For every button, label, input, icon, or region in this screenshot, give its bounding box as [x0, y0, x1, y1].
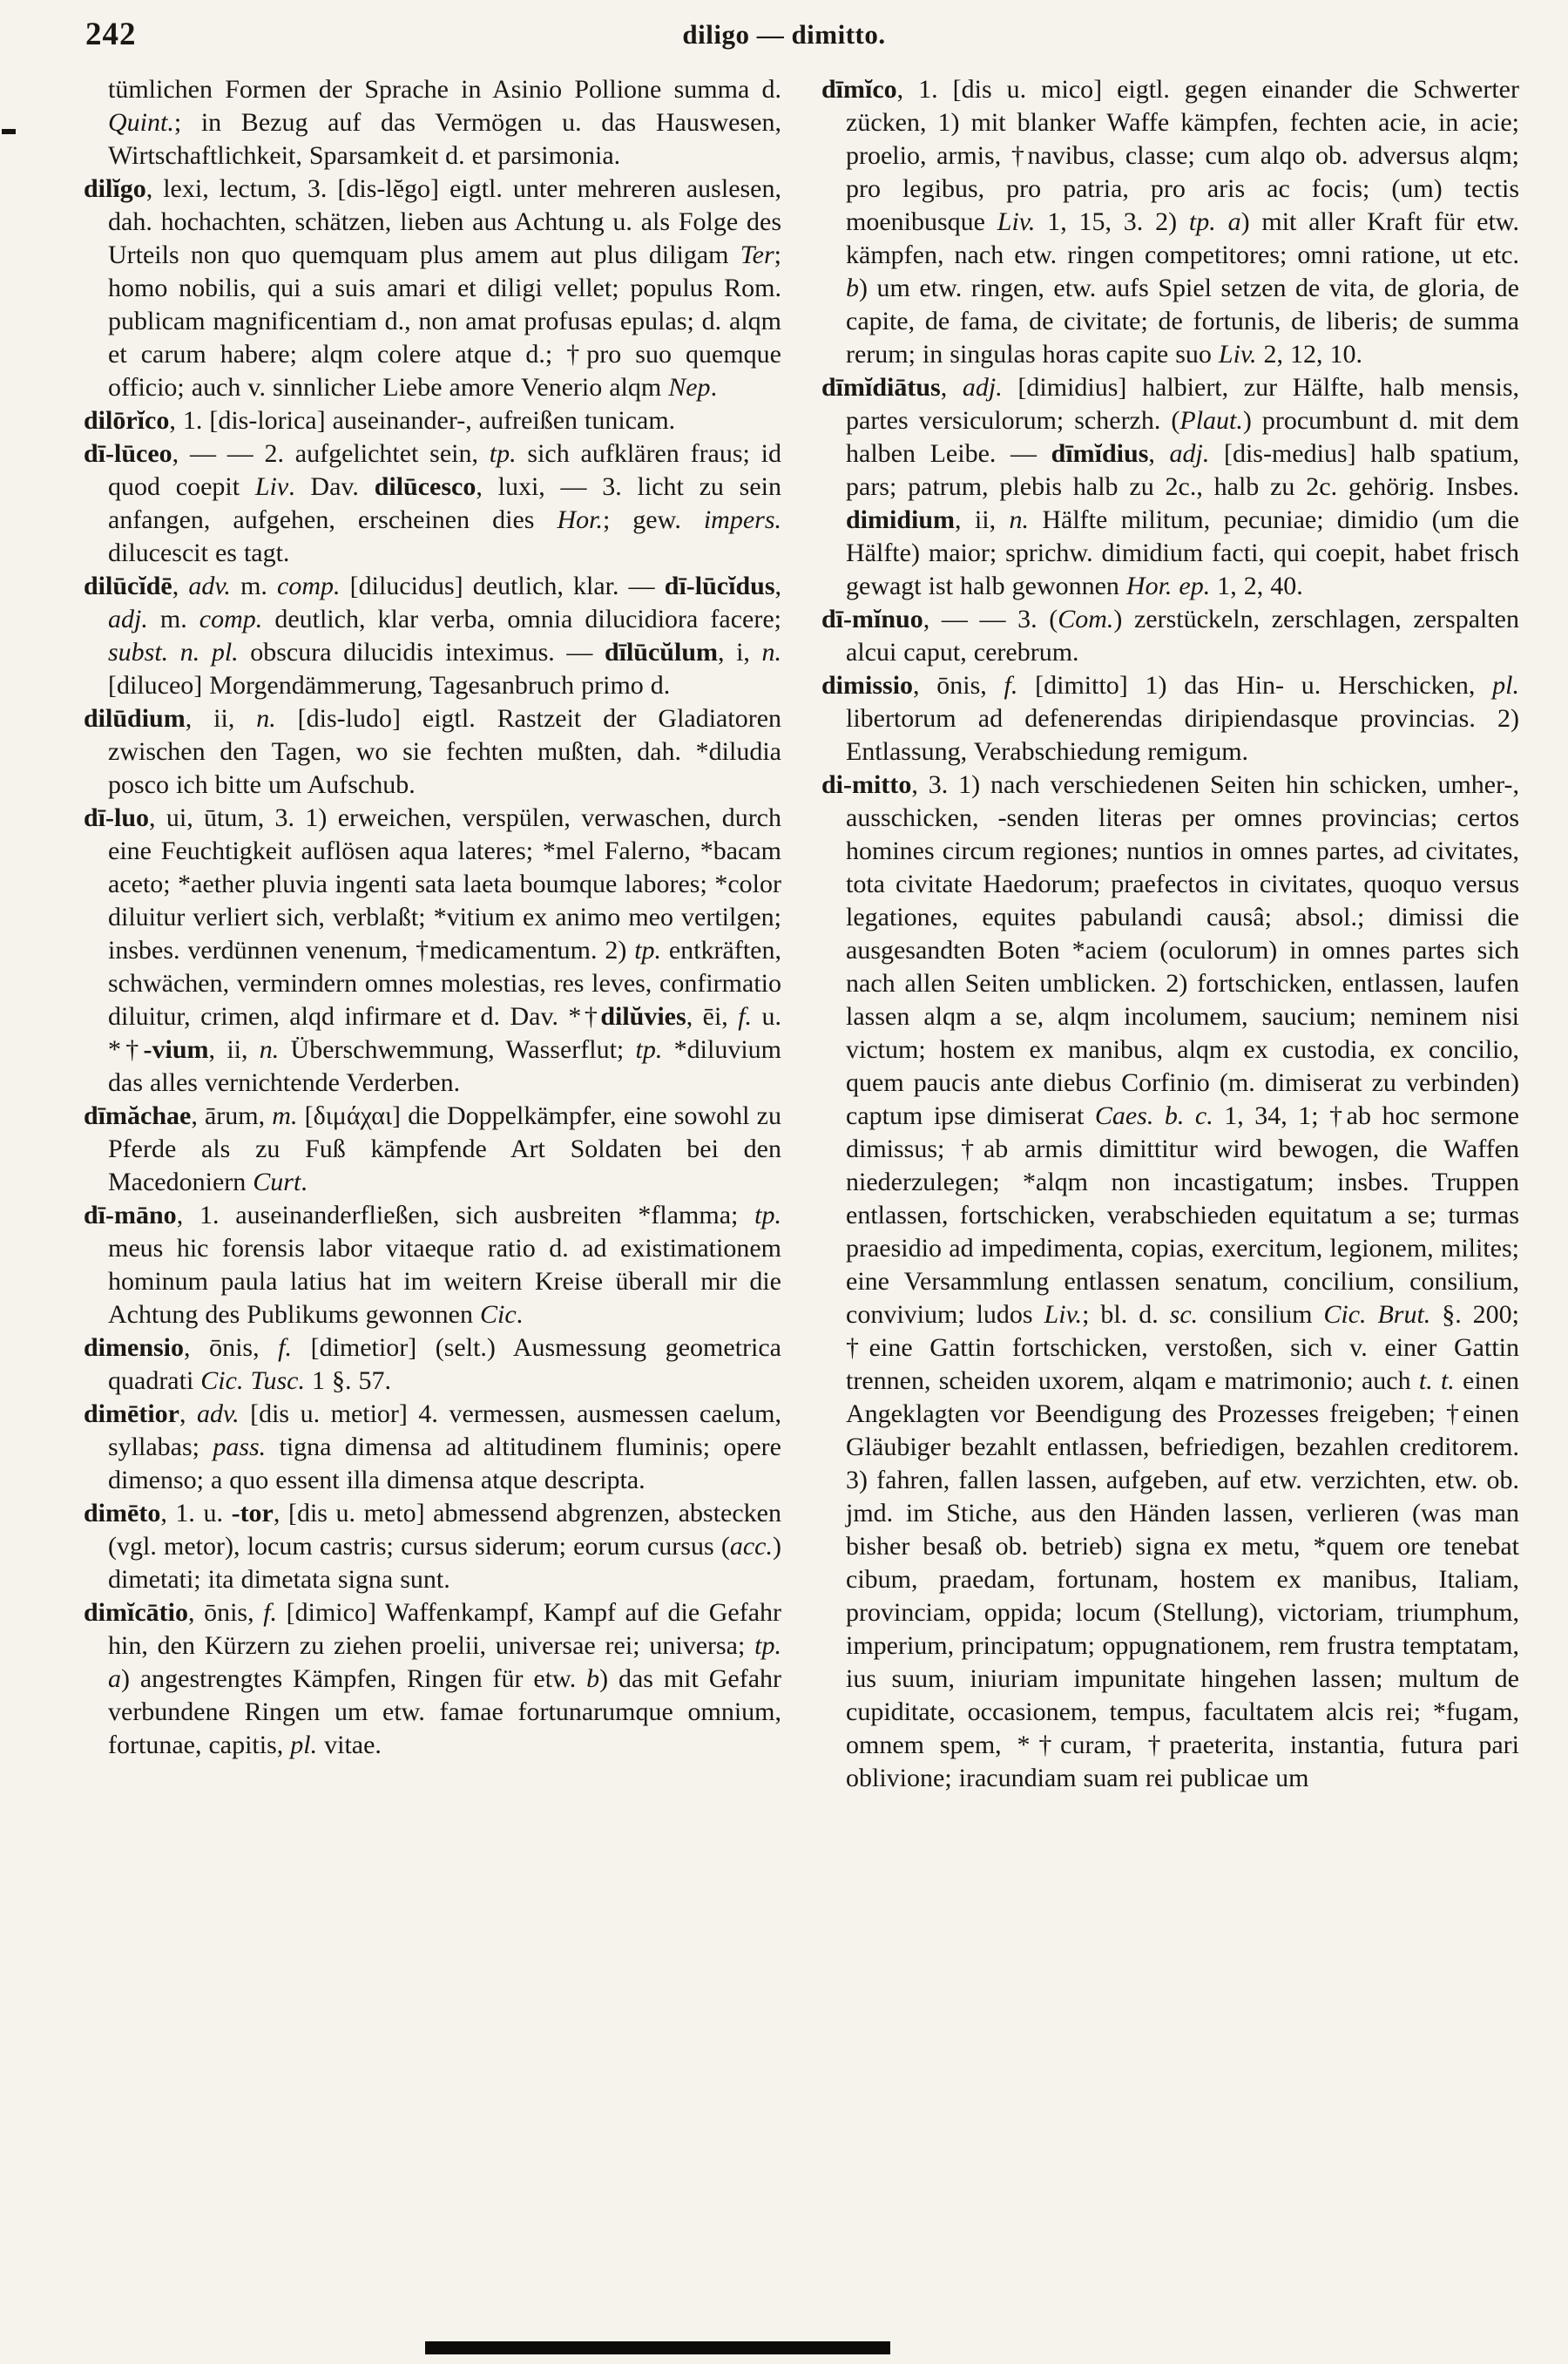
- dictionary-entry: dī-luo, ui, ūtum, 3. 1) erweichen, verspülen, verwaschen, durch eine Feuchtigkeit auflösen aqua lateres; *mel Falerno, *bacam aceto; *aether pluvia ingenti sata laeta boumque labores; *color diluitur verliert sich, verblaßt; *vitium ex animo meo vertilgen; insbes. verdünnen venenum, †medicamentum. 2) tp. entkräften, schwächen, vermindern omnes molestias, res leves, confirmatio diluitur, crimen, alqd infirmare et d. Dav. *†dilŭvies, ēi, f. u. *†-vium, ii, n. Überschwemmung, Wasserflut; tp. *diluvium das alles vernichtende Verderben.: [84, 803, 781, 1097]
- dictionary-entry: dī-māno, 1. auseinanderfließen, sich ausbreiten *flamma; tp. meus hic forensis labor vitaeque ratio d. ad existimationem hominum paula latius hat im weitern Kreise überall mir die Achtung des Publikums gewonnen Cic.: [84, 1201, 781, 1329]
- dictionary-entry: dī-mĭnuo, — — 3. (Com.) zerstückeln, zerschlagen, zerspalten alcui caput, cerebrum.: [821, 605, 1519, 667]
- right-column: [821, 73, 1519, 2304]
- entry-continuation: tümlichen Formen der Sprache in Asinio Pollione summa d. Quint.; in Bezug auf das Vermögen u. das Hauswesen, Wirtschaftlichkeit, Sparsamkeit d. et parsimonia.: [108, 75, 781, 170]
- scan-ink-bar-artifact: [425, 2341, 890, 2354]
- dictionary-entry: dimētior, adv. [dis u. metior] 4. vermessen, ausmessen caelum, syllabas; pass. tigna dimensa ad altitudinem fluminis; opere dimenso; a quo essent illa dimensa atque descripta.: [84, 1399, 781, 1494]
- dictionary-entry: di-mitto, 3. 1) nach verschiedenen Seiten hin schicken, umher-, ausschicken, -senden literas per omnes provincias; certos homines circum regiones; nuntios in omnes partes, ad civitates, tota civitate Haedorum; praefectos in civitates, quoquo versus legationes, equites pabulandi causâ; absol.; dimissi die ausgesandten Boten *aciem (oculorum) in omnes partes sich nach allen Seiten umblicken. 2) fortschicken, entlassen, laufen lassen alqm a se, alqm incolumem, saucium; neminem nisi victum; hostem ex manibus, alqm ex custodia, ex concilio, quem paucis ante diebus Corfinio (m. dimiserat zu verbinden) captum ipse dimiserat Caes. b. c. 1, 34, 1; †ab hoc sermone dimissus; †ab armis dimittitur wird bewogen, die Waffen niederzulegen; *alqm non incastigatum; insbes. Truppen entlassen, fortschicken, verabschieden equitatum a se; turmas praesidio ad impedimenta, copias, exercitum, legionem, milites; eine Versammlung entlassen senatum, concilium, consilium, convivium; ludos Liv.; bl. d. sc. consilium Cic. Brut. §. 200; †eine Gattin fortschicken, verstoßen, sich v. einer Gattin trennen, scheiden uxorem, alqam e matrimonio; auch t. t. einen Angeklagten vor Beendigung des Prozesses freigeben; †einen Gläubiger bezahlt entlassen, befriedigen, bezahlen creditorem. 3) fahren, fallen lassen, aufgeben, auf etw. verzichten, etw. ob. jmd. im Stiche, aus den Händen lassen, verlieren (was man bisher besaß ob. betrieb) signa ex metu, *quem ore tenebat cibum, praedam, fortunam, hostem ex manibus, Italiam, provinciam, oppida; locum (Stellung), victoriam, triumphum, imperium, principatum; oppugnationem, rem frustra temptatam, ius suum, iniuriam impunitate hingehen lassen; multum de cupiditate, occasionem, tempus, facultatem alcis rei; *fugam, omnem spem, *†curam, †praeterita, instantia, futura pari oblivione; iracundiam suam rei publicae um: [821, 770, 1519, 1792]
- dictionary-entry: dimensio, ōnis, f. [dimetior] (selt.) Ausmessung geometrica quadrati Cic. Tusc. 1 §. 57.: [84, 1333, 781, 1395]
- page-number: 242: [85, 17, 137, 52]
- dictionary-entry: dimĭcātio, ōnis, f. [dimico] Waffenkampf, Kampf auf die Gefahr hin, den Kürzern zu ziehen proelii, universae rei; universa; tp. a) angestrengtes Kämpfen, Ringen für etw. b) das mit Gefahr verbundene Ringen um etw. famae fortunarumque omnium, fortunae, capitis, pl. vitae.: [84, 1598, 781, 1759]
- dictionary-entry: dīmĭdiātus, adj. [dimidius] halbiert, zur Hälfte, halb mensis, partes versiculorum; scherzh. (Plaut.) procumbunt d. mit dem halben Leibe. — dīmĭdius, adj. [dis-medius] halb spatium, pars; patrum, plebis halb zu 2c., halb zu 2c. gehörig. Insbes. dimidium, ii, n. Hälfte militum, pecuniae; dimidio (um die Hälfte) maior; sprichw. dimidium facti, qui coepit, habet frisch gewagt ist halb gewonnen Hor. ep. 1, 2, 40.: [821, 373, 1519, 600]
- dictionary-entry: dīmăchae, ārum, m. [διμάχαι] die Doppelkämpfer, eine sowohl zu Pferde als zu Fuß kämpfende Art Soldaten bei den Macedoniern Curt.: [84, 1101, 781, 1196]
- dictionary-entry: dilūdium, ii, n. [dis-ludo] eigtl. Rastzeit der Gladiatoren zwischen den Tagen, wo sie fechten mußten, dah. *diludia posco ich bitte um Aufschub.: [84, 704, 781, 799]
- left-column: [84, 73, 781, 2304]
- running-title: diligo — dimitto.: [682, 19, 886, 50]
- dictionary-entry: dīmĭco, 1. [dis u. mico] eigtl. gegen einander die Schwerter zücken, 1) mit blanker Waffe kämpfen, fechten acie, in acie; proelio, armis, †navibus, classe; cum alqo ob. adversus alqm; pro legibus, pro patria, pro aris ac focis; (um) tectis moenibusque Liv. 1, 15, 3. 2) tp. a) mit aller Kraft für etw. kämpfen, nach etw. ringen competitores; omni ratione, ut etc. b) um etw. ringen, etw. aufs Spiel setzen de vita, de gloria, de capite, de fama, de civitate; de fortunis, de liberis; de summa rerum; in singulas horas capite suo Liv. 2, 12, 10.: [821, 75, 1519, 369]
- dictionary-entry: dilūcĭdē, adv. m. comp. [dilucidus] deutlich, klar. — dī-lūcĭdus, adj. m. comp. deutlich, klar verba, omnia dilucidiora facere; subst. n. pl. obscura dilucidis inteximus. — dīlūcŭlum, i, n. [diluceo] Morgendämmerung, Tagesanbruch primo d.: [84, 572, 781, 700]
- dictionary-entry: dilĭgo, lexi, lectum, 3. [dis-lĕgo] eigtl. unter mehreren auslesen, dah. hochachten, schätzen, lieben aus Achtung u. als Folge des Urteils non quo quemquam plus amem aut plus diligam Ter; homo nobilis, qui a suis amari et diligi vellet; populus Rom. publicam magnificentiam d., non amat profusas epulas; d. alqm et carum habere; alqm colere atque d.; †pro suo quemque officio; auch v. sinnlicher Liebe amore Venerio alqm Nep.: [84, 174, 781, 402]
- page-header: [0, 0, 1568, 66]
- dictionary-entry: dī-lūceo, — — 2. aufgelichtet sein, tp. sich aufklären fraus; id quod coepit Liv. Dav. dilūcesco, luxi, — 3. licht zu sein anfangen, aufgehen, erscheinen dies Hor.; gew. impers. dilucescit es tagt.: [84, 439, 781, 567]
- dictionary-entry: dimissio, ōnis, f. [dimitto] 1) das Hin- u. Herschicken, pl. libertorum ad defenerendas diripiendasque provincias. 2) Entlassung, Verabschiedung remigum.: [821, 671, 1519, 766]
- dictionary-entry: dimēto, 1. u. -tor, [dis u. meto] abmessend abgrenzen, abstecken (vgl. metor), locum castris; cursus siderum; eorum cursus (acc.) dimetati; ita dimetata signa sunt.: [84, 1499, 781, 1594]
- scan-edge-mark-artifact: [2, 129, 16, 134]
- text-columns: [0, 66, 1568, 2304]
- dictionary-entry: dilōrĭco, 1. [dis-lorica] auseinander-, aufreißen tunicam.: [84, 406, 676, 435]
